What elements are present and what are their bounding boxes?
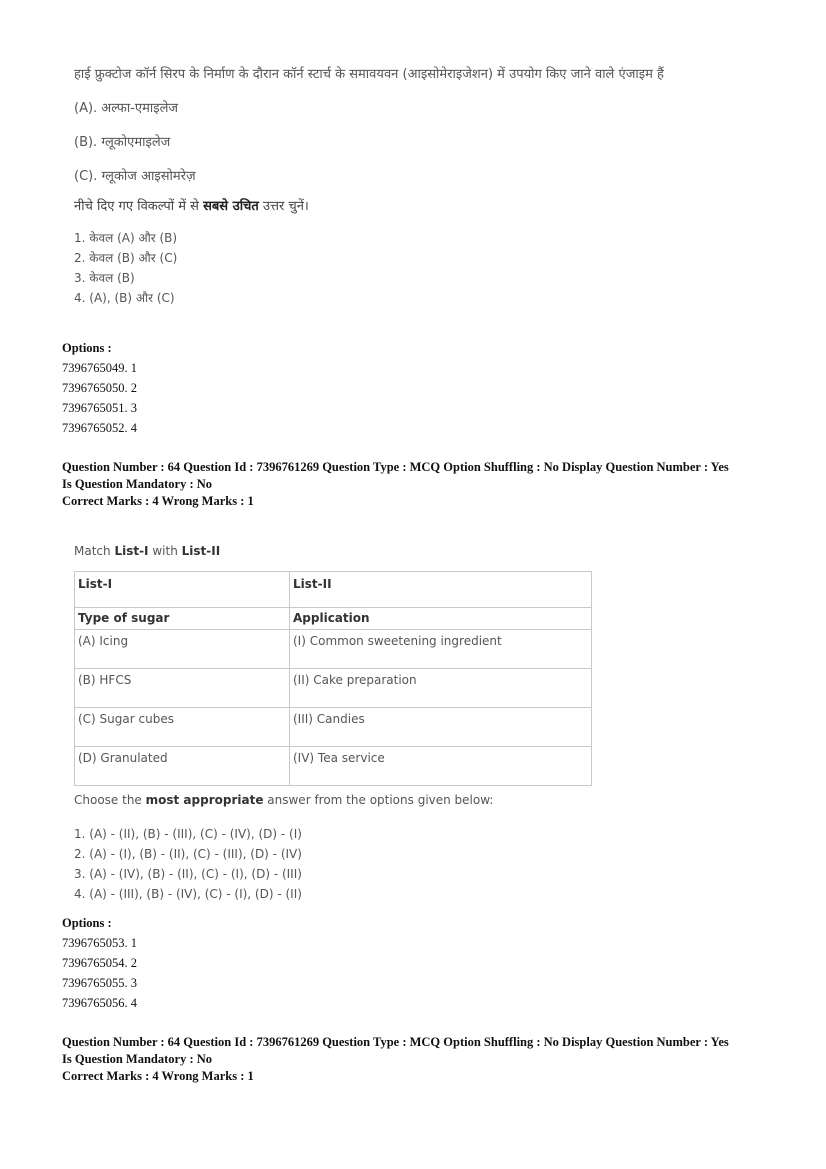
table-header-cell: List-II (290, 572, 592, 608)
options-block (62, 913, 782, 1013)
choice-4: 4. (A), (B) और (C) (74, 291, 175, 305)
table-cell: (IV) Tea service (290, 747, 592, 786)
instruction-pre: नीचे दिए गए विकल्पों में से (74, 199, 204, 214)
question-meta-line2: Is Question Mandatory : No (62, 477, 213, 491)
choice-1: 1. (A) - (II), (B) - (III), (C) - (IV), (D) - (I) (74, 827, 302, 841)
question-meta-line1: Question Number : 64 Question Id : 7396761269 Question Type : MCQ Option Shuffling : No Display Question Number : Yes (62, 1035, 729, 1049)
question-image-match (74, 541, 634, 904)
option-row: 7396765055. 3 (62, 976, 137, 990)
instruction-pre: Choose the (74, 793, 146, 807)
options-block (62, 338, 782, 438)
option-row: 7396765052. 4 (62, 421, 137, 435)
table-subheader-cell: Type of sugar (75, 608, 290, 630)
choice-1: 1. केवल (A) और (B) (74, 231, 178, 245)
choice-3: 3. केवल (B) (74, 271, 135, 285)
option-row: 7396765051. 3 (62, 401, 137, 415)
table-cell: (C) Sugar cubes (75, 708, 290, 747)
table-row (75, 708, 592, 747)
table-subheader-row (75, 608, 592, 630)
question-meta-line1: Question Number : 64 Question Id : 7396761269 Question Type : MCQ Option Shuffling : No Display Question Number : Yes (62, 460, 729, 474)
question-stem: हाई फ्रुक्टोज कॉर्न सिरप के निर्माण के दौरान कॉर्न स्टार्च के समावयवन (आइसोमेराइजेशन) में उपयोग किए जाने वाले एंजाइम हैं (74, 67, 664, 82)
table-cell: (III) Candies (290, 708, 592, 747)
statement-a: (A). अल्फा-एमाइलेज (74, 101, 179, 116)
table-cell: (II) Cake preparation (290, 669, 592, 708)
match-table (74, 571, 592, 786)
table-cell: (D) Granulated (75, 747, 290, 786)
table-cell: (B) HFCS (75, 669, 290, 708)
table-row (75, 630, 592, 669)
table-cell: (I) Common sweetening ingredient (290, 630, 592, 669)
table-cell: (A) Icing (75, 630, 290, 669)
match-title (74, 541, 634, 561)
statement-c: (C). ग्लूकोज आइसोमरेज़ (74, 169, 196, 184)
statement-b: (B). ग्लूकोएमाइलेज (74, 135, 171, 150)
question-meta (62, 1034, 782, 1085)
option-row: 7396765049. 1 (62, 361, 137, 375)
match-title-list1: List-I (114, 544, 149, 558)
instruction-post: answer from the options given below: (263, 793, 494, 807)
match-title-list2: List-II (181, 544, 221, 558)
choice-3: 3. (A) - (IV), (B) - (II), (C) - (I), (D) - (III) (74, 867, 302, 881)
options-label: Options : (62, 341, 112, 355)
options-label: Options : (62, 916, 112, 930)
question-meta-line3: Correct Marks : 4 Wrong Marks : 1 (62, 494, 254, 508)
choice-2: 2. केवल (B) और (C) (74, 251, 178, 265)
choice-list (74, 824, 634, 904)
option-row: 7396765050. 2 (62, 381, 137, 395)
choice-2: 2. (A) - (I), (B) - (II), (C) - (III), (D) - (IV) (74, 847, 302, 861)
question-image-hindi (74, 66, 754, 308)
table-header-row (75, 572, 592, 608)
instruction (74, 198, 754, 216)
choice-4: 4. (A) - (III), (B) - (IV), (C) - (I), (D) - (II) (74, 887, 302, 901)
instruction-post: उत्तर चुनें। (258, 199, 309, 214)
question-meta (62, 459, 782, 510)
question-meta-line2: Is Question Mandatory : No (62, 1052, 213, 1066)
instruction (74, 790, 634, 810)
option-row: 7396765056. 4 (62, 996, 137, 1010)
table-header-cell: List-I (75, 572, 290, 608)
choice-list (74, 228, 754, 308)
match-title-pre: Match (74, 544, 115, 558)
instruction-bold: सबसे उचित (203, 199, 259, 214)
instruction-bold: most appropriate (145, 793, 264, 807)
match-title-mid: with (148, 544, 182, 558)
option-row: 7396765053. 1 (62, 936, 137, 950)
table-row (75, 669, 592, 708)
question-meta-line3: Correct Marks : 4 Wrong Marks : 1 (62, 1069, 254, 1083)
table-subheader-cell: Application (290, 608, 592, 630)
table-row (75, 747, 592, 786)
option-row: 7396765054. 2 (62, 956, 137, 970)
